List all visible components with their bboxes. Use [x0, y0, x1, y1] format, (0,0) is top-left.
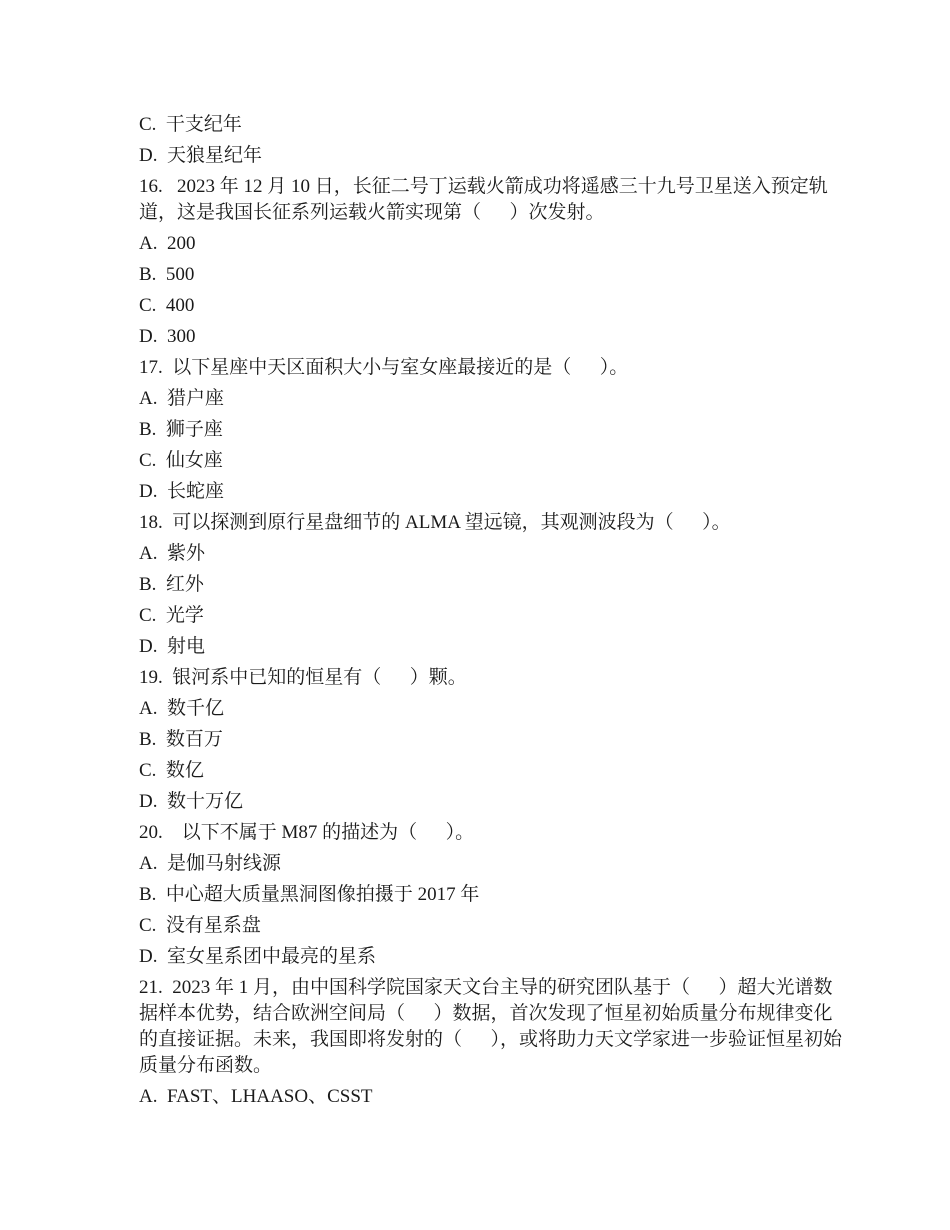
option-text: A. 数千亿 [139, 698, 224, 719]
question-text: 17. 以下星座中天区面积大小与室女座最接近的是（ ）。 [139, 357, 629, 378]
option-text: D. 射电 [139, 636, 205, 657]
question-list [139, 112, 846, 1110]
option-text: D. 室女星系团中最亮的星系 [139, 946, 376, 967]
option-text: C. 400 [139, 295, 195, 316]
question-text: 19. 银河系中已知的恒星有（ ）颗。 [139, 667, 467, 688]
option-text: B. 红外 [139, 574, 204, 595]
option-text: C. 数亿 [139, 760, 204, 781]
option-text: C. 干支纪年 [139, 114, 242, 135]
option-text: A. 紫外 [139, 543, 205, 564]
option-text: A. 是伽马射线源 [139, 853, 281, 874]
option-text: C. 没有星系盘 [139, 915, 261, 936]
option-text: B. 500 [139, 264, 195, 285]
option-text: A. 200 [139, 233, 196, 254]
option-text: D. 天狼星纪年 [139, 145, 262, 166]
option-text: B. 中心超大质量黑洞图像拍摄于 2017 年 [139, 884, 480, 905]
option-text: B. 数百万 [139, 729, 223, 750]
option-text: D. 长蛇座 [139, 481, 224, 502]
option-text: D. 数十万亿 [139, 791, 243, 812]
question-text: 18. 可以探测到原行星盘细节的 ALMA 望远镜，其观测波段为（ ）。 [139, 512, 731, 533]
question-text: 16. 2023 年 12 月 10 日，长征二号丁运载火箭成功将遥感三十九号卫星送入预定轨道，这是我国长征系列运载火箭实现第（ ）次发射。 [139, 176, 828, 223]
option-text: C. 光学 [139, 605, 204, 626]
question-text: 21. 2023 年 1 月，由中国科学院国家天文台主导的研究团队基于（ ）超大光谱数据样本优势，结合欧洲空间局（ ）数据，首次发现了恒星初始质量分布规律变化的直接证据。未来，我国即将发射的（ ），或将助力天文学家进一步验证恒星初始质量分布函数。 [139, 977, 843, 1076]
option-text: A. FAST、LHAASO、CSST [139, 1086, 373, 1107]
option-text: B. 狮子座 [139, 419, 223, 440]
option-text: D. 300 [139, 326, 196, 347]
question-text: 20. 以下不属于 M87 的描述为（ ）。 [139, 822, 475, 843]
option-text: A. 猎户座 [139, 388, 224, 409]
option-text: C. 仙女座 [139, 450, 223, 471]
